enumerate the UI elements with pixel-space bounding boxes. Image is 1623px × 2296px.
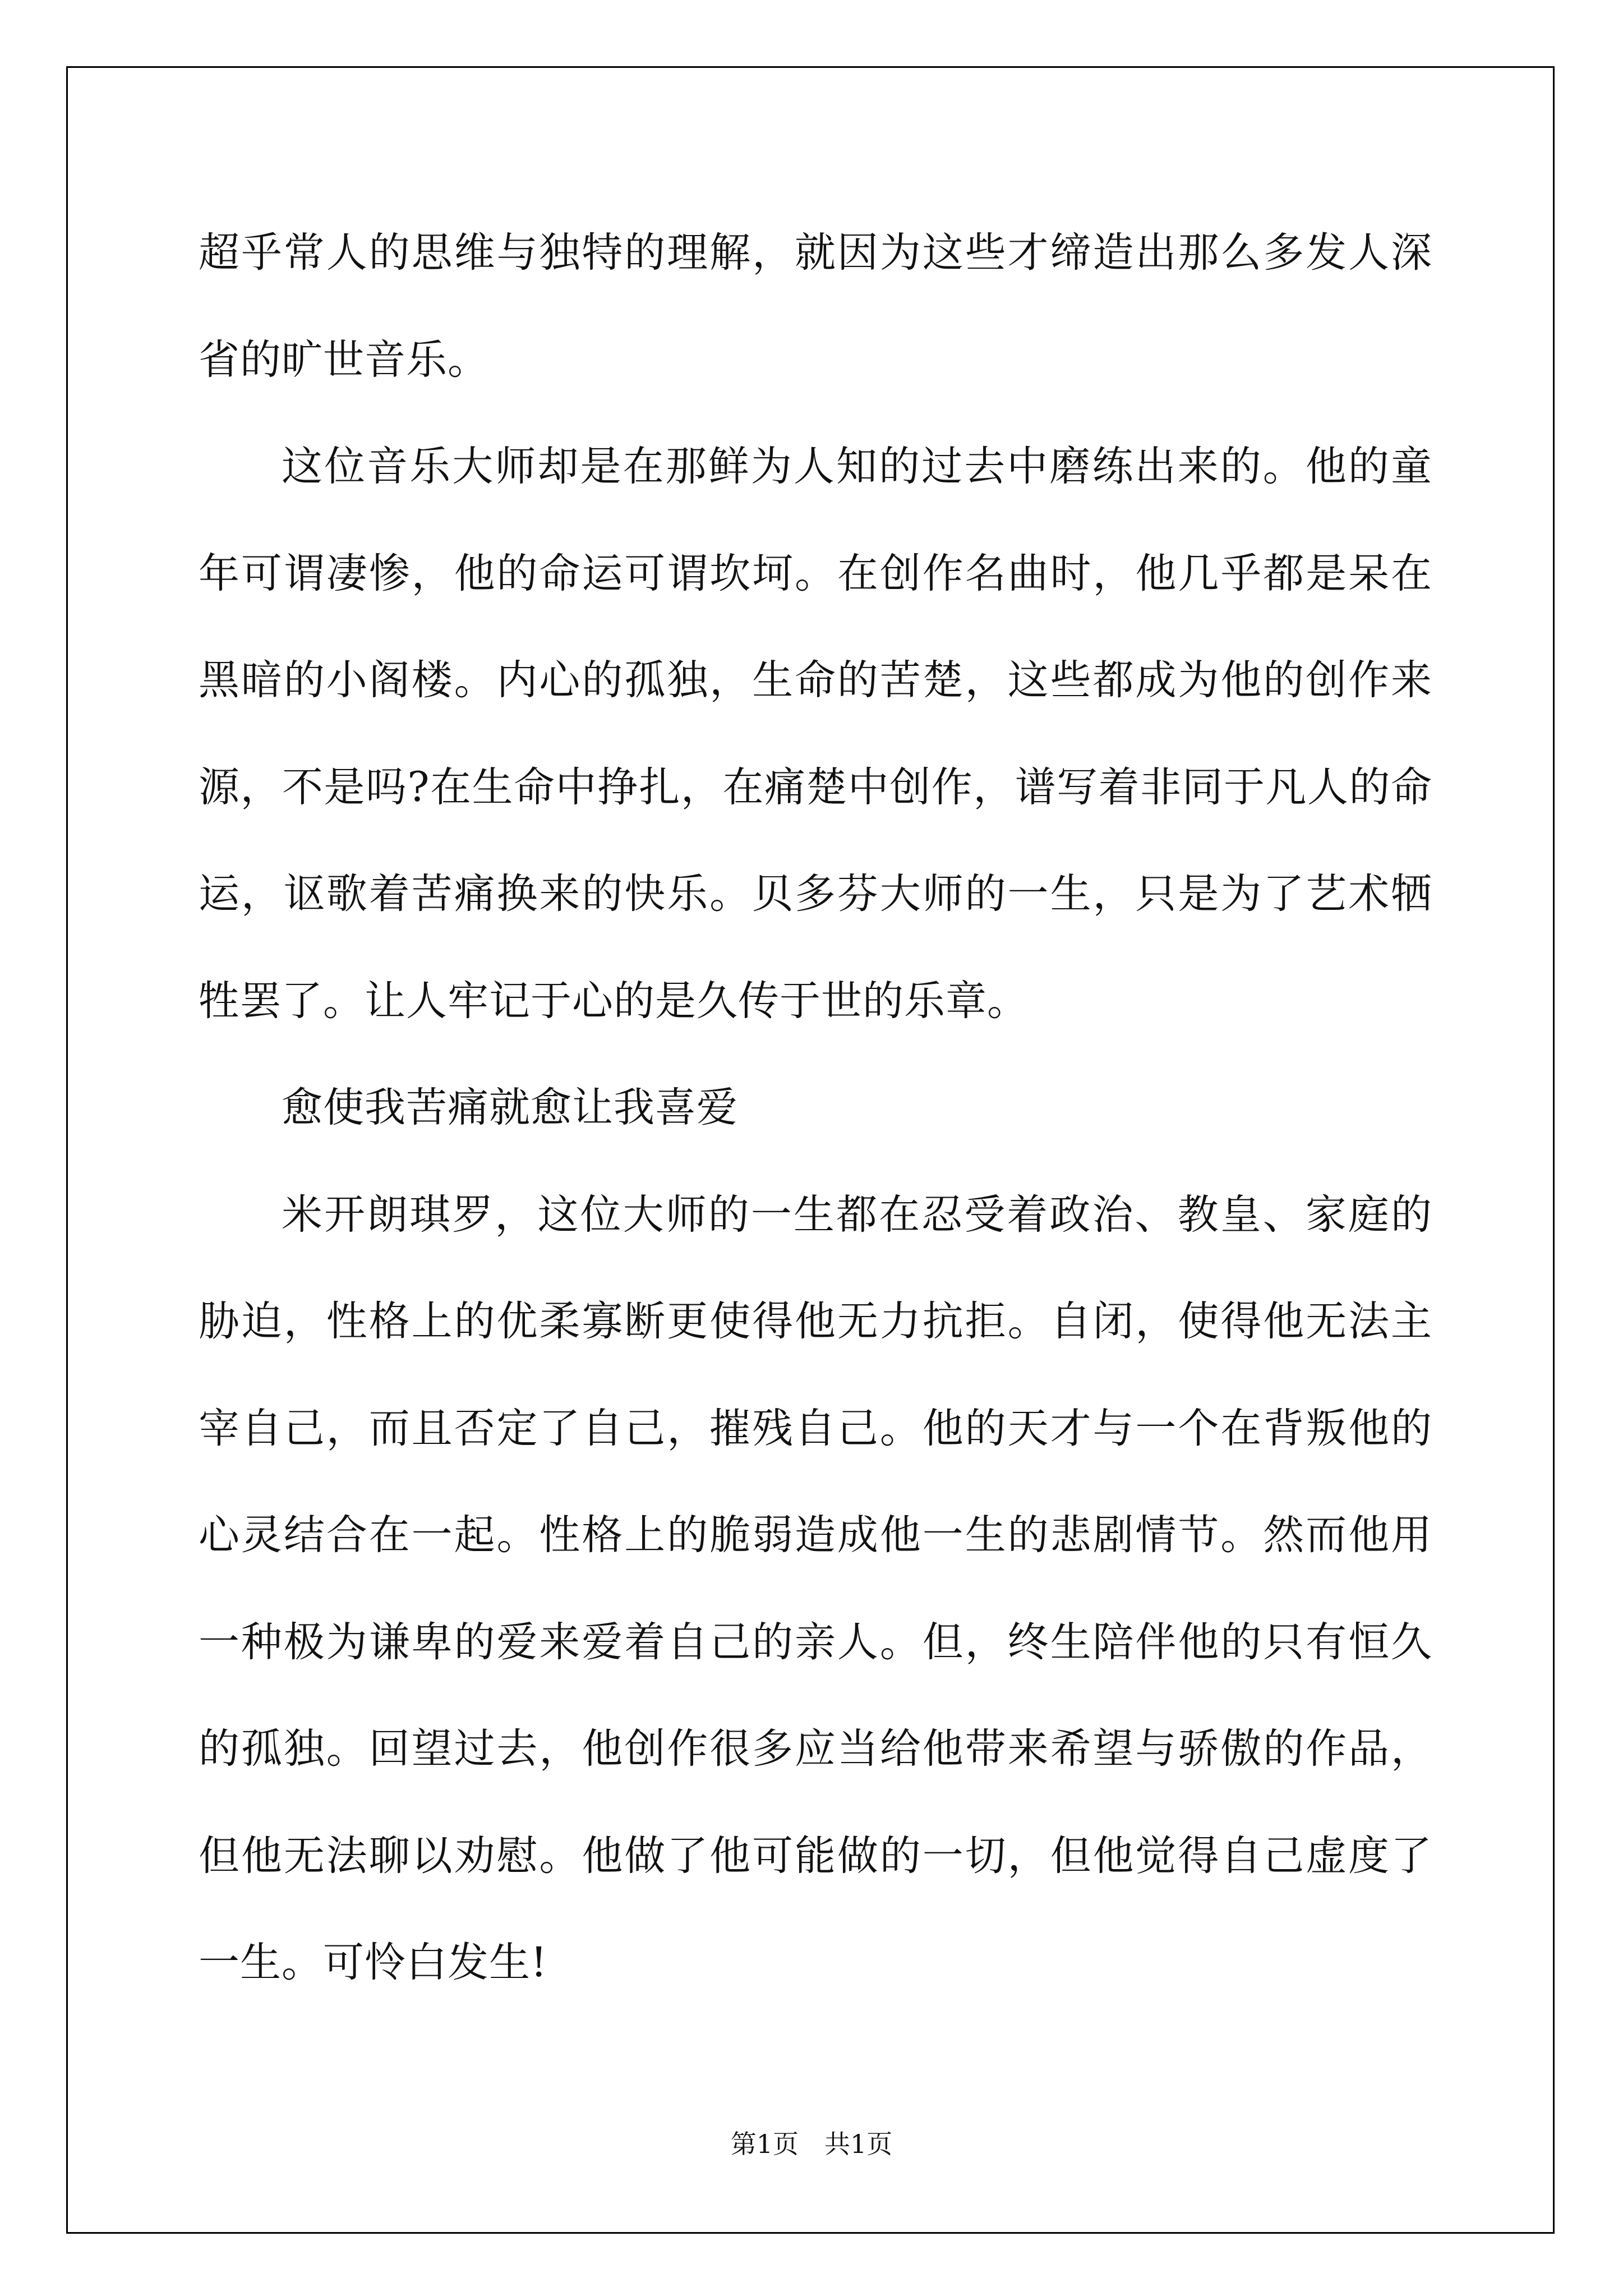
page-footer: 第1页 共1页 bbox=[730, 2129, 893, 2159]
document-body bbox=[199, 200, 1432, 2017]
paragraph-2: 这位音乐大师却是在那鲜为人知的过去中磨练出来的。他的童年可谓凄惨，他的命运可谓坎坷。在创作名曲时，他几乎都是呆在黑暗的小阁楼。内心的孤独，生命的苦楚，这些都成为他的创作来源，不是吗?在生命中挣扎，在痛楚中创作，谱写着非同于凡人的命运，讴歌着苦痛换来的快乐。贝多芬大师的一生，只是为了艺术牺牲罢了。让人牢记于心的是久传于世的乐章。 bbox=[199, 443, 1432, 1025]
section-heading: 愈使我苦痛就愈让我喜爱 bbox=[282, 1084, 738, 1131]
paragraph-3: 米开朗琪罗，这位大师的一生都在忍受着政治、教皇、家庭的胁迫，性格上的优柔寡断更使得他无力抗拒。自闭，使得他无法主宰自己，而且否定了自己，摧残自己。他的天才与一个在背叛他的心灵结合在一起。性格上的脆弱造成他一生的悲剧情节。然而他用一种极为谦卑的爱来爱着自己的亲人。但，终生陪伴他的只有恒久的孤独。回望过去，他创作很多应当给他带来希望与骄傲的作品，但他无法聊以劝慰。他做了他可能做的一切，但他觉得自己虚度了一生。可怜白发生! bbox=[199, 1190, 1432, 1986]
paragraph-1: 超乎常人的思维与独特的理解，就因为这些才缔造出那么多发人深省的旷世音乐。 bbox=[199, 229, 1432, 384]
